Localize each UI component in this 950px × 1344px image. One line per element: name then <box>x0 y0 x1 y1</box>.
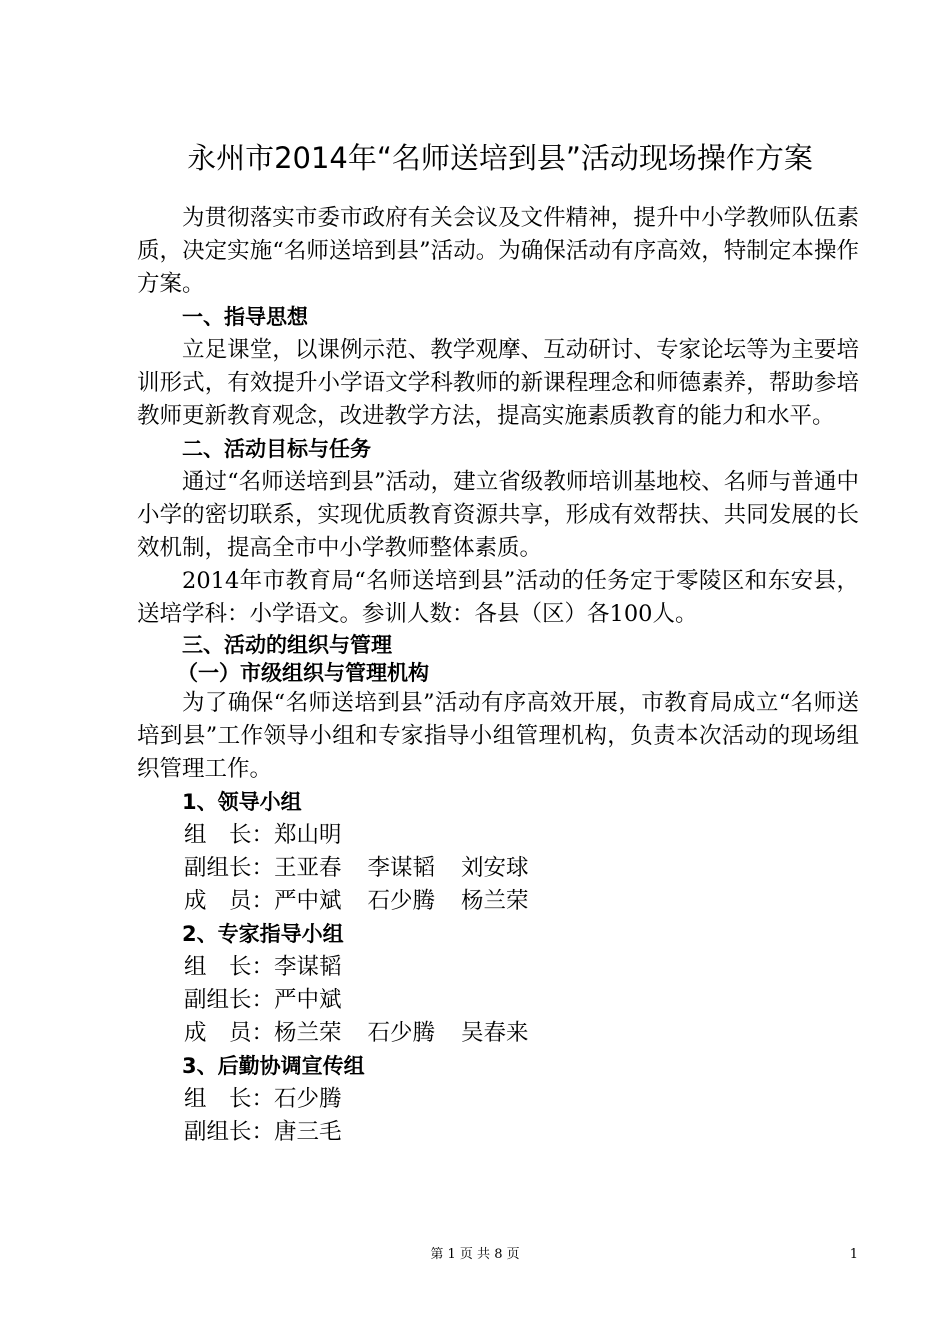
group-row <box>137 951 859 984</box>
group-row <box>137 852 859 885</box>
member-name: 李谋韬 <box>367 855 436 881</box>
group-heading: 3、后勤协调宣传组 <box>182 1054 365 1078</box>
group-row <box>137 1116 859 1149</box>
member-name: 严中斌 <box>274 888 342 914</box>
document-title: 永州市2014年“名师送培到县”活动现场操作方案 <box>187 141 813 175</box>
group-row <box>137 984 859 1017</box>
member-name: 杨兰荣 <box>274 1020 342 1046</box>
role-label: 组 长： <box>184 954 275 980</box>
role-label: 副组长： <box>184 1119 275 1145</box>
section2-paragraph-1: 通过“名师送培到县”活动，建立省级教师培训基地校、名师与普通中小学的密切联系，实现优质教育资源共享，形成有效帮扶、共同发展的长效机制，提高全市中小学教师整体素质。 <box>137 469 859 561</box>
role-label: 成 员： <box>184 888 275 914</box>
group-heading: 1、领导小组 <box>182 790 302 814</box>
intro-paragraph: 为贯彻落实市委市政府有关会议及文件精神，提升中小学教师队伍素质，决定实施“名师送培到县”活动。为确保活动有序高效，特制定本操作方案。 <box>137 205 859 297</box>
section3-heading: 三、活动的组织与管理 <box>182 633 392 657</box>
page-info: 第 1 页 共 8 页 <box>430 1247 520 1262</box>
member-name: 郑山明 <box>274 822 342 848</box>
member-name: 石少腾 <box>367 1020 436 1046</box>
document-body <box>137 202 859 1149</box>
member-name: 石少腾 <box>367 888 436 914</box>
section1-heading: 一、指导思想 <box>182 305 308 329</box>
section1-paragraph: 立足课堂，以课例示范、教学观摩、互动研讨、专家论坛等为主要培训形式，有效提升小学语文学科教师的新课程理念和师德素养，帮助参培教师更新教育观念，改进教学方法，提高实施素质教育的能力和水平。 <box>137 337 859 429</box>
member-name: 刘安球 <box>461 855 529 881</box>
section2-heading: 二、活动目标与任务 <box>182 437 371 461</box>
page-number: 1 <box>849 1247 858 1262</box>
role-label: 组 长： <box>184 1086 275 1112</box>
group-row <box>137 1083 859 1116</box>
role-label: 副组长： <box>184 987 275 1013</box>
member-name: 李谋韬 <box>274 954 342 980</box>
section3-sub1-paragraph: 为了确保“名师送培到县”活动有序高效开展，市教育局成立“名师送培到县”工作领导小组和专家指导小组管理机构，负责本次活动的现场组织管理工作。 <box>137 690 859 782</box>
member-name: 唐三毛 <box>274 1119 342 1145</box>
member-name: 吴春来 <box>461 1020 529 1046</box>
role-label: 副组长： <box>184 855 275 881</box>
group-row <box>137 1017 859 1050</box>
member-name: 石少腾 <box>274 1086 342 1112</box>
section2-paragraph-2: 2014年市教育局“名师送培到县”活动的任务定于零陵区和东安县，送培学科：小学语文。参训人数：各县（区）各100人。 <box>137 568 859 627</box>
group-heading: 2、专家指导小组 <box>182 922 344 946</box>
member-name: 王亚春 <box>274 855 342 881</box>
group-row <box>137 885 859 918</box>
section3-sub1-heading: （一）市级组织与管理机构 <box>177 661 429 685</box>
group-row <box>137 819 859 852</box>
role-label: 组 长： <box>184 822 275 848</box>
member-name: 杨兰荣 <box>461 888 529 914</box>
role-label: 成 员： <box>184 1020 275 1046</box>
member-name: 严中斌 <box>274 987 342 1013</box>
